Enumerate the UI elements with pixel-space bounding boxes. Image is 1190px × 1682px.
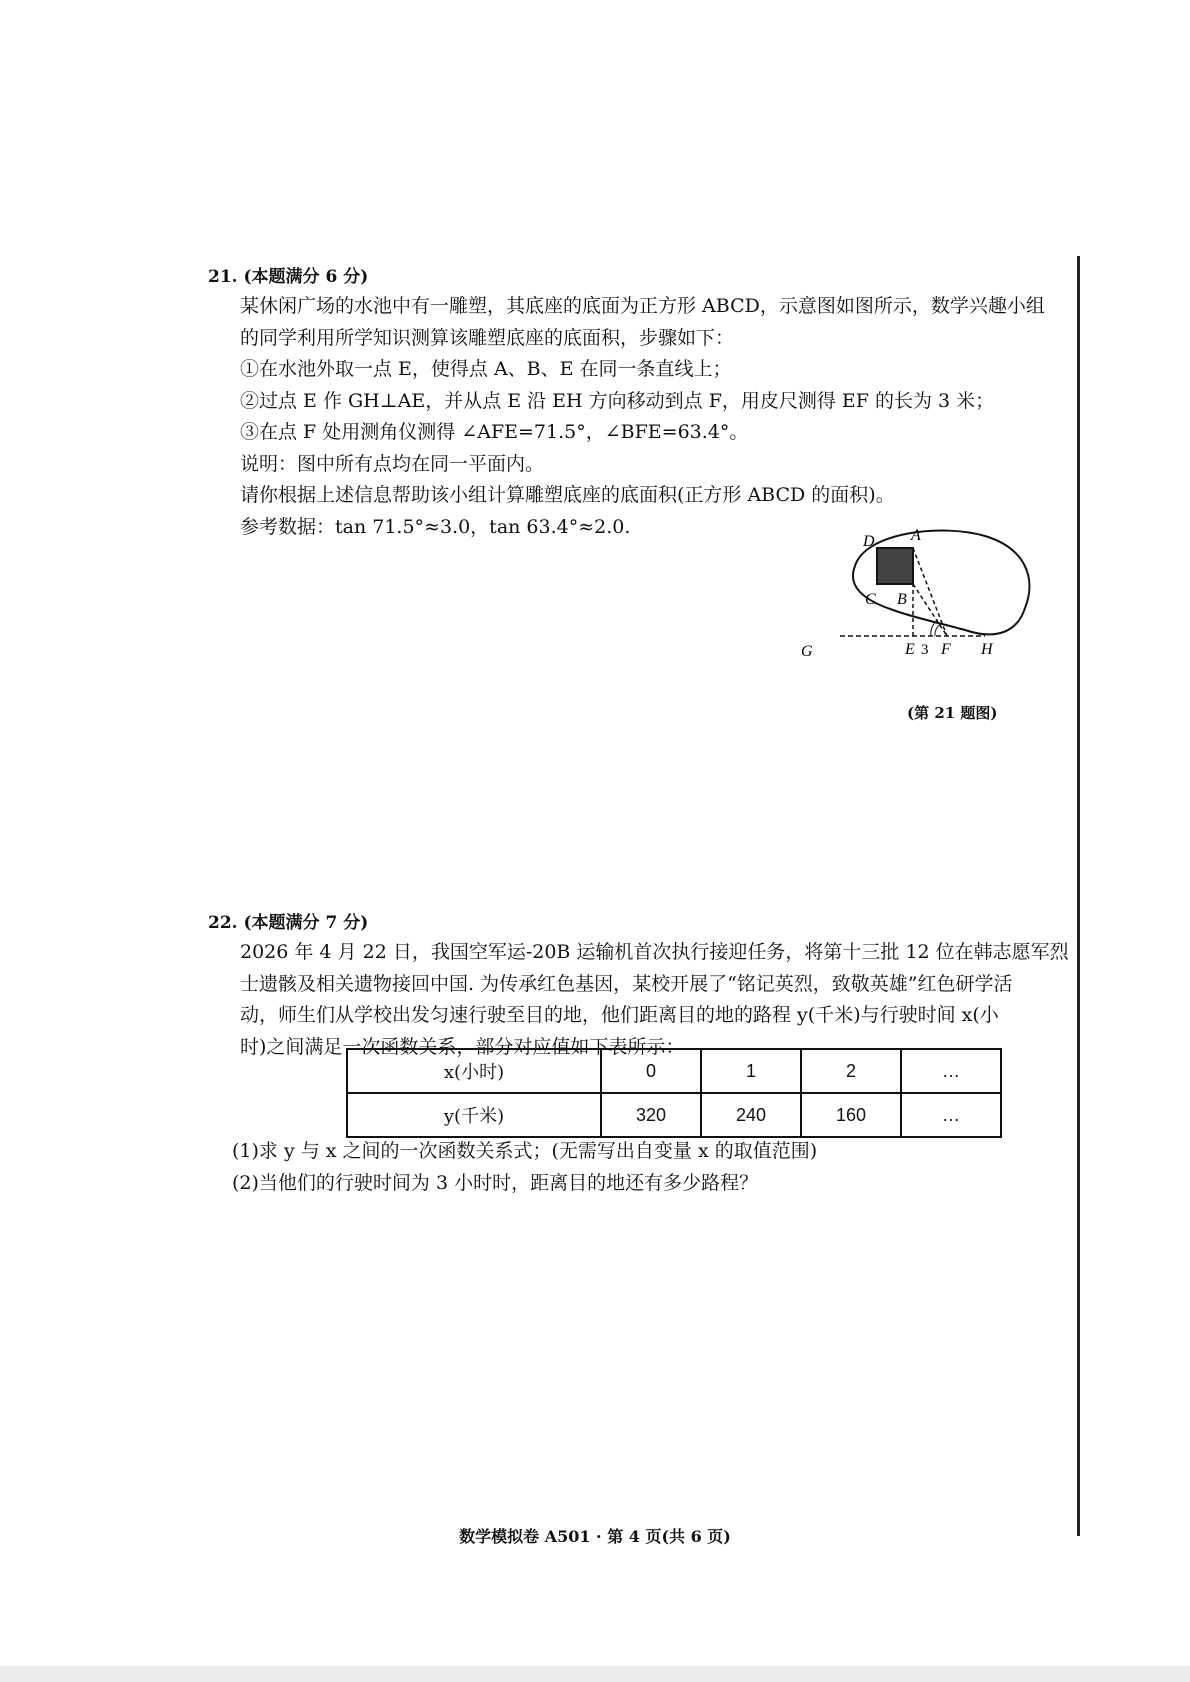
table-row	[347, 1093, 1001, 1137]
table-cell: …	[901, 1049, 1001, 1093]
label-h: H	[981, 641, 993, 658]
table-cell: 160	[801, 1093, 901, 1137]
question-21-figure-caption: (第 21 题图)	[907, 704, 998, 722]
question-21-step-3: ③在点 F 处用测角仪测得 ∠AFE=71.5°，∠BFE=63.4°。	[240, 421, 749, 443]
table-cell: 2	[801, 1049, 901, 1093]
label-e: E	[905, 641, 915, 658]
question-22-line-1: 2026 年 4 月 22 日，我国空军运-20B 运输机首次执行接迎任务，将第十三批 12 位在韩志愿军烈	[240, 941, 1069, 963]
square-abcd	[877, 548, 913, 584]
question-22-line-2: 士遗骸及相关遗物接回中国. 为传承红色基因，某校开展了“铭记英烈，致敬英雄”红色研学活	[240, 972, 1013, 995]
label-a: A	[911, 527, 921, 544]
table-row-head: x(小时)	[347, 1049, 601, 1093]
table-cell: …	[901, 1093, 1001, 1137]
question-21-figure	[801, 527, 1075, 728]
question-21-line-1: 某休闲广场的水池中有一雕塑，其底座的底面为正方形 ABCD，示意图如图所示，数学兴趣小组	[240, 295, 1045, 317]
question-21-note: 说明：图中所有点均在同一平面内。	[240, 452, 545, 475]
subquestion-1: (1)求 y 与 x 之间的一次函数关系式；(无需写出自变量 x 的取值范围)	[232, 1140, 818, 1162]
line-bf	[913, 584, 947, 636]
table-cell: 0	[601, 1049, 701, 1093]
scan-bottom-band	[0, 1666, 1190, 1682]
label-b: B	[897, 591, 907, 608]
page-footer: 数学模拟卷 A501 · 第 4 页(共 6 页)	[459, 1527, 731, 1546]
table-cell: 320	[601, 1093, 701, 1137]
question-21-step-1: ①在水池外取一点 E，使得点 A、B、E 在同一条直线上；	[240, 358, 732, 380]
label-c: C	[865, 591, 876, 608]
table-cell: 1	[701, 1049, 801, 1093]
question-22-line-3: 动，师生们从学校出发匀速行驶至目的地，他们距离目的地的路程 y(千米)与行驶时间 x(小	[240, 1004, 999, 1026]
question-21-task: 请你根据上述信息帮助该小组计算雕塑底座的底面积(正方形 ABCD 的面积)。	[240, 484, 895, 506]
label-ef-length: 3	[921, 642, 929, 658]
label-f: F	[941, 641, 951, 658]
question-21-reference-data: 参考数据：tan 71.5°≈3.0，tan 63.4°≈2.0.	[240, 515, 631, 538]
question-22	[208, 908, 1088, 1063]
question-22-subquestions	[208, 1136, 1088, 1199]
label-d: D	[863, 533, 875, 550]
table-row	[347, 1049, 1001, 1093]
question-22-header: 22. (本题满分 7 分)	[208, 913, 369, 933]
question-21-step-2: ②过点 E 作 GH⊥AE，并从点 E 沿 EH 方向移动到点 F，用皮尺测得 EF 的长为 3 米；	[240, 389, 995, 412]
table-cell: 240	[701, 1093, 801, 1137]
subquestion-2: (2)当他们的行驶时间为 3 小时时，距离目的地还有多少路程？	[232, 1171, 759, 1194]
question-21-line-2: 的同学利用所学知识测算该雕塑底座的底面积，步骤如下：	[240, 326, 735, 349]
label-g: G	[801, 643, 813, 660]
question-22-value-table	[346, 1048, 1002, 1138]
question-21	[208, 262, 1088, 543]
question-22-line-4: 时)之间满足一次函数关系，部分对应值如下表所示：	[240, 1035, 685, 1058]
table-row-head: y(千米)	[347, 1093, 601, 1137]
question-21-header: 21. (本题满分 6 分)	[208, 267, 369, 287]
